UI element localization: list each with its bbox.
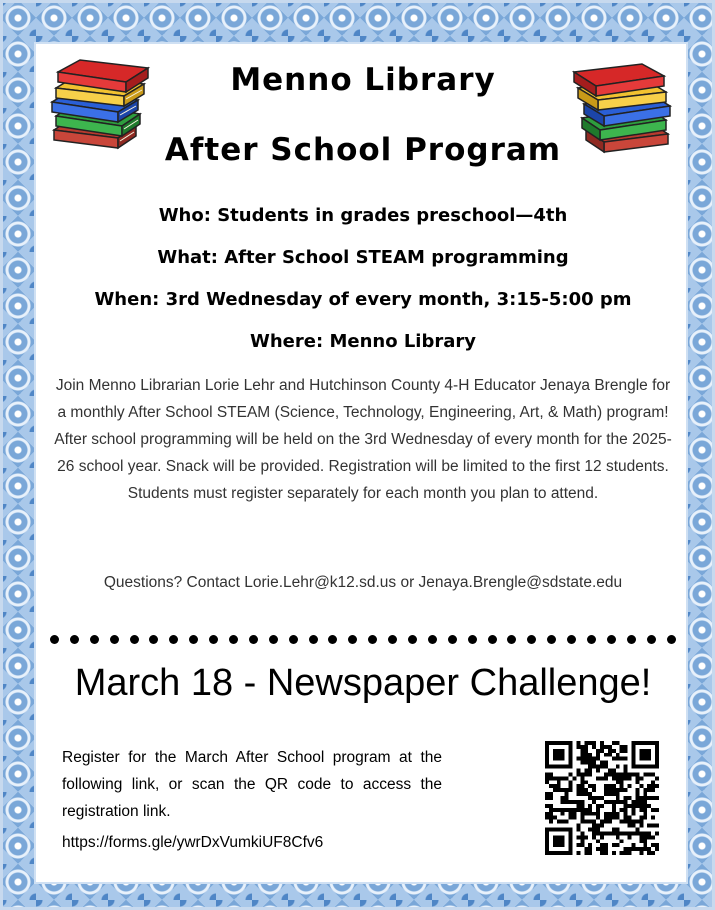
divider-dot (388, 635, 397, 644)
qr-code-icon[interactable] (545, 741, 659, 855)
divider-dot (189, 635, 198, 644)
registration-instructions: Register for the March After School program at the following link, or scan the QR code to access the registration link. (62, 749, 442, 820)
title-line-2: After School Program (164, 132, 562, 168)
divider-dot (289, 635, 298, 644)
divider-dot (448, 635, 457, 644)
divider-dot (70, 635, 79, 644)
divider-dot (547, 635, 556, 644)
event-headline: March 18 - Newspaper Challenge! (74, 662, 652, 704)
divider-dot (110, 635, 119, 644)
divider-dot (488, 635, 497, 644)
what-line: What: After School STEAM programming (157, 247, 569, 268)
divider-dot (507, 635, 516, 644)
title-line-1: Menno Library (230, 62, 496, 98)
divider-dot (428, 635, 437, 644)
divider-dot (587, 635, 596, 644)
divider-dot (309, 635, 318, 644)
divider-dot (468, 635, 477, 644)
divider-dot (368, 635, 377, 644)
where-line: Where: Menno Library (250, 331, 476, 352)
divider-dot (269, 635, 278, 644)
divider-dot (667, 635, 676, 644)
contact-info: Questions? Contact Lorie.Lehr@k12.sd.us or Jenaya.Brengle@sdstate.edu (103, 574, 623, 591)
divider-dot (567, 635, 576, 644)
who-line: Who: Students in grades preschool—4th (158, 205, 568, 226)
program-description: Join Menno Librarian Lorie Lehr and Hutchinson County 4-H Educator Jenaya Brengle for a monthly After School STEAM (Science, Technology, Engineering, Art, & Math) program! After school programming will be held on the 3rd Wednesday of every month for the 2025-26 school year. Snack will be provided. Registration will be limited to the first 12 students. Students must register separately for each month you plan to attend. (54, 377, 672, 502)
divider-dot (607, 635, 616, 644)
divider-dot (647, 635, 656, 644)
divider-dot (209, 635, 218, 644)
when-line: When: 3rd Wednesday of every month, 3:15-5:00 pm (94, 289, 632, 310)
divider-dot (627, 635, 636, 644)
registration-link[interactable]: https://forms.gle/ywrDxVumkiUF8Cfv6 (62, 834, 324, 851)
divider-dot (527, 635, 536, 644)
divider-dot (90, 635, 99, 644)
divider-dot (229, 635, 238, 644)
dotted-divider (50, 632, 676, 646)
divider-dot (348, 635, 357, 644)
divider-dot (328, 635, 337, 644)
divider-dot (50, 635, 59, 644)
divider-dot (408, 635, 417, 644)
divider-dot (169, 635, 178, 644)
flyer (34, 42, 688, 884)
divider-dot (130, 635, 139, 644)
divider-dot (149, 635, 158, 644)
divider-dot (249, 635, 258, 644)
